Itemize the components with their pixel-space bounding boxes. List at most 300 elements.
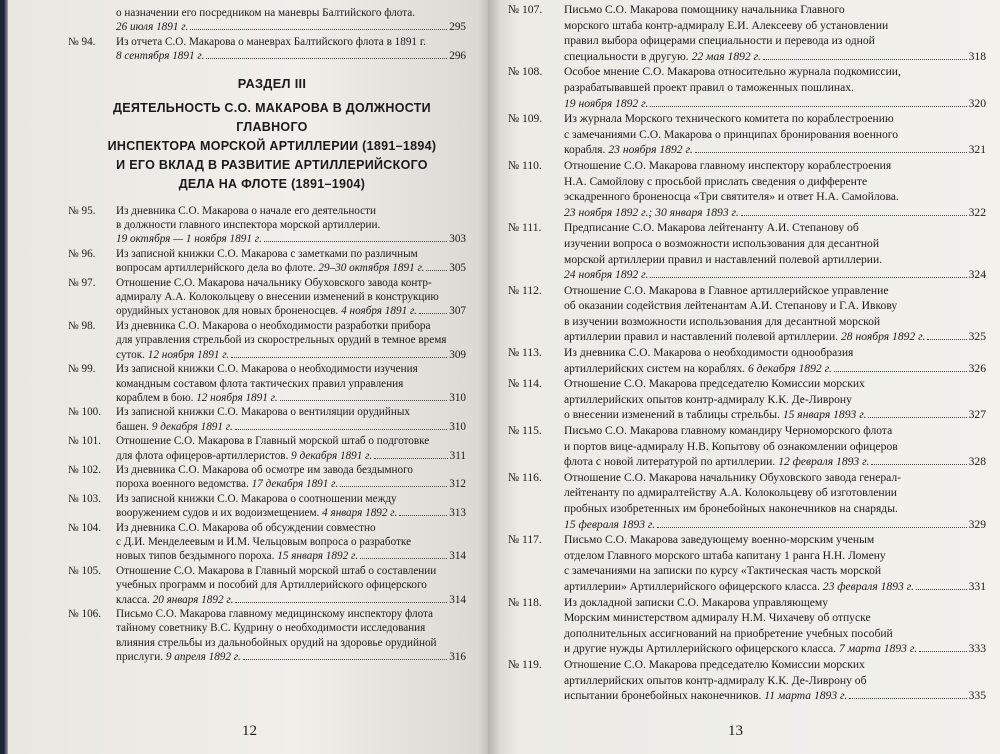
entry-text: [116, 248, 418, 260]
entry-title-text: адмиралу А.А. Колокольцеву о внесении изменений в конструкцию: [116, 291, 439, 304]
entry-title-text: и портов вице-адмиралу Н.В. Копытову об ознакомлении офицеров: [564, 439, 898, 453]
toc-entry: [68, 405, 466, 434]
entry-line: [564, 236, 986, 252]
toc-entry: [68, 463, 466, 492]
entry-number: № 109.: [508, 112, 543, 126]
entry-text: [564, 112, 894, 125]
entry-date: 12 ноября 1891 г.: [196, 391, 278, 404]
entry-title-text: Из дневника С.О. Макарова об осмотре им завода бездымного: [116, 463, 414, 476]
entry-text: [564, 253, 882, 266]
entry-title-text: прислуги.: [116, 651, 164, 664]
entry-title-text: Отношение С.О. Макарова в Главный морской штаб о подготовке: [116, 435, 430, 448]
entry-title-text: специальности в другую.: [564, 49, 689, 63]
entry-number: № 95.: [68, 204, 96, 217]
entry-text: [116, 391, 278, 405]
toc-entry: [68, 564, 466, 607]
entry-title-text: Письмо С.О. Макарова заведующему военно-морским ученым: [564, 533, 875, 547]
entry-number: № 113.: [508, 346, 542, 360]
entry-text: [116, 291, 439, 303]
toc-entry: [68, 35, 466, 64]
leader-dots: [399, 514, 447, 516]
entry-page: 316: [449, 651, 466, 664]
entry-text: [116, 637, 437, 649]
entry-number: № 111.: [508, 221, 542, 235]
toc-entry: [68, 362, 466, 405]
entry-page: 318: [968, 49, 986, 63]
entry-line: [116, 593, 466, 607]
entry-text: [564, 128, 898, 141]
entry-number: № 106.: [68, 608, 102, 620]
entry-line: [564, 111, 986, 127]
entry-line: [116, 636, 466, 650]
entry-text: [116, 420, 233, 434]
entry-page: 310: [449, 420, 466, 433]
entry-page: 305: [449, 262, 466, 275]
entry-title-text: и другие нужды Артиллерийского офицерского класса.: [564, 642, 837, 656]
entry-page: 324: [968, 268, 986, 282]
entry-body: [116, 434, 466, 463]
entry-line: [116, 261, 466, 275]
entry-line: [564, 298, 986, 314]
entry-title-text: Из дневника С.О. Макарова о необходимости однообразия: [564, 346, 854, 360]
entry-line: [564, 673, 986, 689]
entry-body: [116, 564, 466, 607]
toc-entry: [508, 283, 986, 345]
entry-date: 23 ноября 1892 г.; 30 января 1893 г.: [564, 205, 739, 219]
entry-title-text: о внесении изменений в таблицы стрельбы.: [564, 408, 780, 422]
entry-body: [116, 405, 466, 434]
entry-date: 9 апреля 1892 г.: [165, 651, 241, 664]
entry-line: [564, 158, 986, 174]
entry-title-text: артиллерии» Артиллерийского офицерского класса.: [564, 579, 820, 593]
entry-body: [116, 247, 466, 276]
entry-line: [564, 80, 986, 96]
leader-dots: [243, 658, 447, 660]
entry-title-text: морского штаба контр-адмиралу Е.И. Алексееву об установлении: [564, 18, 889, 32]
entry-body: [564, 2, 986, 64]
entry-page: 321: [968, 143, 986, 157]
entry-title-text: для управления стрельбой из скорострельных орудий в темное время: [116, 334, 447, 347]
entry-text: [116, 334, 446, 346]
leader-dots: [650, 105, 966, 107]
entry-body: [564, 111, 986, 158]
left-pre-entries: [68, 6, 466, 64]
entry-title-text: Отношение С.О. Макарова председателю Комиссии морских: [564, 377, 865, 391]
entry-date: 4 января 1892 г.: [322, 507, 398, 520]
entry-title-text: учебных программ и пособий для Артиллерийского офицерского: [116, 579, 427, 592]
entry-text: [564, 579, 914, 595]
entry-line: [564, 329, 986, 345]
entry-page: 326: [968, 361, 986, 375]
entry-line: [564, 407, 986, 423]
entry-text: [564, 3, 845, 16]
toc-entry: [508, 220, 986, 282]
entry-date: 12 февраля 1893 г.: [778, 455, 870, 469]
entry-line: [116, 449, 466, 463]
entry-line: [564, 563, 986, 579]
toc-entry: [68, 434, 466, 463]
entry-title-text: испытании бронебойных наконечников.: [564, 689, 762, 703]
entry-title-text: Из дневника С.О. Макарова об обсуждении совместно: [116, 521, 376, 534]
entry-date: 28 ноября 1892 г.: [840, 330, 926, 344]
entry-title-text: Из записной книжки С.О. Макарова о соотношении между: [116, 492, 397, 505]
entry-text: [116, 219, 380, 231]
entry-title-text: Н.А. Самойлову с просьбой прислать сведения о дифференте: [564, 174, 868, 188]
entry-text: [564, 346, 853, 359]
entry-text: [564, 267, 648, 283]
entry-date: 26 июля 1891 г.: [116, 21, 189, 34]
entry-title-text: эскадренного броненосца «Три святителя» и ответ Н.А. Самойлова.: [564, 190, 899, 204]
entry-text: [116, 304, 417, 318]
entry-line: [564, 345, 986, 361]
entry-date: 8 сентября 1891 г.: [116, 50, 205, 63]
entry-text: [116, 261, 424, 275]
entry-text: [564, 142, 693, 158]
entry-date: 23 ноября 1892 г.: [608, 143, 693, 157]
section-title-line: ДЕЛА НА ФЛОТЕ (1891–1904): [178, 176, 366, 191]
leader-dots: [919, 650, 966, 652]
entry-line: [116, 6, 466, 20]
entry-body: [564, 345, 986, 376]
entry-date: 17 декабря 1891 г.: [251, 478, 339, 491]
entry-title-text: разрабатывавшей проект правил о таможенных пошлинах.: [564, 80, 854, 94]
entry-title-text: Отношение С.О. Макарова начальнику Обуховского завода генерал-: [564, 470, 902, 484]
entry-line: [116, 621, 466, 635]
entry-title-text: пороха военного ведомства.: [116, 478, 249, 491]
entry-text: [564, 284, 889, 297]
entry-number: № 105.: [68, 564, 102, 577]
section-title-line: ДЕЯТЕЛЬНОСТЬ С.О. МАКАРОВА В ДОЛЖНОСТИ ГЛАВНОГО: [113, 100, 431, 134]
entry-number: № 116.: [508, 470, 542, 484]
entry-title-text: новых типов бездымного пороха.: [116, 550, 275, 563]
entry-page: 333: [968, 642, 986, 656]
page-number-left: 12: [242, 723, 257, 739]
entry-line: [116, 218, 466, 232]
entry-number: № 96.: [68, 247, 96, 260]
entry-line: [564, 174, 986, 190]
toc-entry: [68, 492, 466, 521]
entry-line: [116, 20, 466, 34]
entry-body: [116, 6, 466, 35]
leader-dots: [419, 312, 447, 314]
toc-entry: [508, 595, 986, 657]
entry-date: 12 ноября 1891 г.: [147, 348, 230, 361]
entry-number: № 103.: [68, 492, 102, 505]
entry-line: [116, 607, 466, 621]
leader-dots: [264, 240, 447, 242]
leader-dots: [360, 557, 447, 559]
entry-page: 322: [968, 205, 986, 219]
entry-text: [116, 477, 338, 491]
entry-date: 15 февраля 1893 г.: [564, 517, 656, 531]
entry-body: [564, 376, 986, 423]
entry-line: [116, 578, 466, 592]
section-heading: [68, 74, 466, 194]
entry-line: [116, 420, 466, 434]
entry-page: 335: [968, 689, 986, 703]
entry-text: [564, 315, 880, 328]
entry-line: [564, 18, 986, 34]
entry-title-text: командным составом флота тактических правил управления: [116, 377, 404, 390]
leader-dots: [695, 151, 967, 153]
entry-text: [564, 81, 854, 94]
entry-line: [564, 220, 986, 236]
entry-line: [116, 477, 466, 491]
entry-title-text: об оказании содействия лейтенантам А.И. Степанову и Г.А. Ивкову: [564, 299, 898, 313]
entry-body: [564, 470, 986, 532]
entry-line: [116, 232, 466, 246]
entry-text: [564, 19, 888, 32]
entry-line: [564, 548, 986, 564]
entry-line: [564, 501, 986, 517]
entry-page: 312: [449, 478, 466, 491]
leader-dots: [657, 526, 966, 528]
entry-page: 313: [449, 507, 466, 520]
toc-entry: [508, 376, 986, 423]
leader-dots: [235, 428, 447, 430]
entry-title-text: дополнительных ассигнований на приобретение учебных пособий: [564, 626, 893, 640]
entry-title-text: корабля.: [564, 143, 606, 157]
entry-line: [564, 641, 986, 657]
entry-line: [116, 49, 466, 63]
entry-number: № 115.: [508, 424, 542, 438]
entry-page: 296: [449, 50, 466, 63]
entry-line: [564, 96, 986, 112]
entry-title-text: морской артиллерии правил и наставлений полевой артиллерии.: [564, 252, 883, 266]
entry-text: [564, 361, 832, 377]
entry-text: [116, 205, 376, 217]
entry-number: № 114.: [508, 377, 542, 391]
entry-title-text: в изучении возможности использования для десантной морской: [564, 314, 881, 328]
entry-text: [116, 622, 425, 634]
entry-title-text: Из отчета С.О. Макарова о маневрах Балтийского флота в 1891 г.: [116, 35, 426, 48]
entry-line: [116, 521, 466, 535]
entry-line: [564, 283, 986, 299]
entry-body: [564, 220, 986, 282]
entry-text: [564, 454, 869, 470]
entry-line: [116, 564, 466, 578]
page-number-right: 13: [728, 723, 743, 739]
entry-line: [116, 377, 466, 391]
entry-text: [116, 7, 415, 19]
entry-text: [564, 65, 901, 78]
entry-date: 19 ноября 1892 г.: [564, 96, 649, 110]
entry-text: [564, 658, 865, 671]
entry-text: [564, 159, 891, 172]
entry-text: [116, 277, 432, 289]
entry-text: [116, 435, 429, 447]
entry-date: 9 декабря 1891 г.: [151, 420, 233, 433]
entry-number: № 101.: [68, 435, 102, 448]
entry-line: [564, 517, 986, 533]
entry-text: [564, 549, 886, 562]
entry-text: [116, 493, 397, 505]
entry-title-text: Отношение С.О. Макарова в Главное артиллерийское управление: [564, 283, 889, 297]
entry-line: [564, 64, 986, 80]
entry-title-text: отделом Главного морского штаба капитану 1 ранга Н.Н. Ломену: [564, 548, 886, 562]
entry-date: 20 января 1892 г.: [152, 593, 234, 606]
entry-title-text: Отношение С.О. Макарова начальнику Обуховского завода контр-: [116, 276, 432, 289]
leader-dots: [927, 338, 966, 340]
entry-page: 314: [449, 593, 466, 606]
entry-text: [116, 593, 233, 607]
entry-number: № 108.: [508, 65, 543, 79]
section-title-line: И ЕГО ВКЛАД В РАЗВИТИЕ АРТИЛЛЕРИЙСКОГО: [116, 157, 428, 172]
leader-dots: [868, 416, 966, 418]
toc-entry: [508, 470, 986, 532]
entry-title-text: артиллерии правил и наставлений полевой артиллерии.: [564, 330, 839, 344]
entry-text: [564, 299, 897, 312]
entry-title-text: Из дневника С.О. Макарова о необходимости разработки прибора: [116, 319, 431, 332]
entry-line: [564, 314, 986, 330]
entry-text: [564, 407, 866, 423]
entry-text: [116, 565, 436, 577]
entry-text: [116, 536, 411, 548]
leader-dots: [741, 214, 967, 216]
entry-title-text: Письмо С.О. Макарова помощнику начальника Главного: [564, 3, 845, 16]
entry-body: [564, 283, 986, 345]
entry-line: [116, 304, 466, 318]
leader-dots: [426, 269, 447, 271]
entry-line: [564, 532, 986, 548]
entry-number: № 118.: [508, 595, 542, 609]
entry-date: 9 декабря 1891 г.: [291, 449, 373, 462]
entry-title-text: в должности главного инспектора морской артиллерии.: [116, 219, 381, 232]
entry-text: [564, 329, 925, 345]
entry-text: [116, 36, 426, 48]
entry-title-text: пробных изобретенных им бронебойных наконечников на снаряды.: [564, 502, 898, 515]
leader-dots: [340, 485, 447, 487]
entry-page: 310: [449, 391, 466, 404]
toc-entry: [68, 6, 466, 35]
entry-date: 4 ноября 1891 г.: [341, 305, 417, 318]
entry-text: [564, 627, 893, 640]
entry-number: № 100.: [68, 406, 102, 419]
entry-text: [564, 611, 871, 624]
entry-line: [564, 595, 986, 611]
entry-line: [564, 454, 986, 470]
entry-text: [564, 34, 875, 47]
entry-body: [564, 158, 986, 220]
entry-line: [116, 391, 466, 405]
entry-text: [564, 517, 655, 533]
entry-line: [564, 657, 986, 673]
toc-entry: [508, 64, 986, 111]
entry-line: [116, 362, 466, 376]
entry-date: 11 марта 1893 г.: [764, 689, 848, 703]
entry-title-text: Морским министерством адмиралу Н.М. Чихачеву об отпуске: [564, 611, 871, 625]
toc-entry: [508, 423, 986, 470]
toc-entry: [508, 2, 986, 64]
toc-entry: [68, 204, 466, 247]
entry-title-text: вооружением судов и их водоизмещением.: [116, 507, 320, 520]
entry-line: [116, 204, 466, 218]
entry-line: [564, 470, 986, 486]
entry-text: [564, 674, 867, 687]
toc-entry: [68, 521, 466, 564]
right-page: [488, 0, 1000, 754]
leader-dots: [916, 588, 967, 590]
entry-number: № 97.: [68, 276, 96, 289]
entry-text: [116, 49, 204, 63]
entry-date: 6 декабря 1892 г.: [747, 361, 832, 375]
entry-line: [116, 333, 466, 347]
entry-line: [564, 189, 986, 205]
entry-line: [116, 290, 466, 304]
entry-body: [116, 204, 466, 247]
toc-entry: [68, 607, 466, 665]
entry-text: [564, 596, 828, 609]
entry-text: [116, 579, 427, 591]
entry-number: № 119.: [508, 657, 542, 671]
entry-text: [564, 221, 859, 234]
entry-page: 327: [968, 408, 986, 422]
entry-page: 320: [968, 96, 986, 110]
entry-text: [564, 205, 739, 221]
entry-text: [116, 406, 410, 418]
entry-title-text: орудийных установок для новых броненосцев.: [116, 305, 339, 318]
leader-dots: [280, 399, 448, 401]
entry-line: [116, 650, 466, 664]
entry-title-text: Из докладной записки С.О. Макарова управляющему: [564, 595, 829, 609]
entry-line: [564, 127, 986, 143]
section-label: РАЗДЕЛ III: [237, 75, 307, 91]
entry-page: 325: [968, 330, 986, 344]
entry-text: [564, 190, 899, 203]
entry-body: [564, 423, 986, 470]
entry-body: [116, 276, 466, 319]
entry-line: [116, 492, 466, 506]
entry-title-text: артиллерийских опытов контр-адмиралу К.К. Де-Ливрону об: [564, 673, 867, 687]
entry-line: [564, 142, 986, 158]
entry-body: [116, 521, 466, 564]
entry-number: № 102.: [68, 463, 102, 476]
entry-text: [564, 440, 898, 453]
entry-body: [116, 35, 466, 64]
entry-title-text: Отношение С.О. Макарова председателю Комиссии морских: [564, 657, 865, 671]
entry-text: [564, 502, 898, 515]
leader-dots: [235, 601, 447, 603]
entry-line: [116, 348, 466, 362]
entry-date: 15 января 1893 г.: [782, 408, 867, 422]
entry-body: [564, 657, 986, 704]
entry-line: [116, 506, 466, 520]
entry-text: [116, 232, 262, 246]
entry-page: 309: [449, 348, 466, 361]
entry-title-text: Предписание С.О. Макарова лейтенанту А.И. Степанову об: [564, 221, 859, 235]
toc-entry: [68, 276, 466, 319]
entry-text: [116, 650, 241, 664]
toc-entry: [508, 657, 986, 704]
leader-dots: [374, 457, 447, 459]
entry-text: [564, 393, 852, 406]
entry-title-text: Отношение С.О. Макарова в Главный морской штаб о составлении: [116, 564, 437, 577]
entry-text: [564, 175, 867, 188]
entry-text: [116, 348, 229, 362]
entry-title-text: изучении вопроса о возможности использования для десантной: [564, 236, 880, 250]
entry-title-text: Отношение С.О. Макарова главному инспектору кораблестроения: [564, 158, 892, 172]
entry-title-text: Из записной книжки С.О. Макарова о необходимости изучения: [116, 363, 418, 376]
entry-body: [116, 607, 466, 665]
entry-line: [116, 434, 466, 448]
entry-line: [116, 276, 466, 290]
entry-line: [116, 535, 466, 549]
entry-body: [564, 532, 986, 594]
entry-date: 7 марта 1893 г.: [839, 642, 918, 656]
entry-line: [564, 579, 986, 595]
entry-title-text: кораблем в бою.: [116, 391, 194, 404]
entry-title-text: с замечаниями С.О. Макарова о принципах бронирования военного: [564, 127, 899, 141]
